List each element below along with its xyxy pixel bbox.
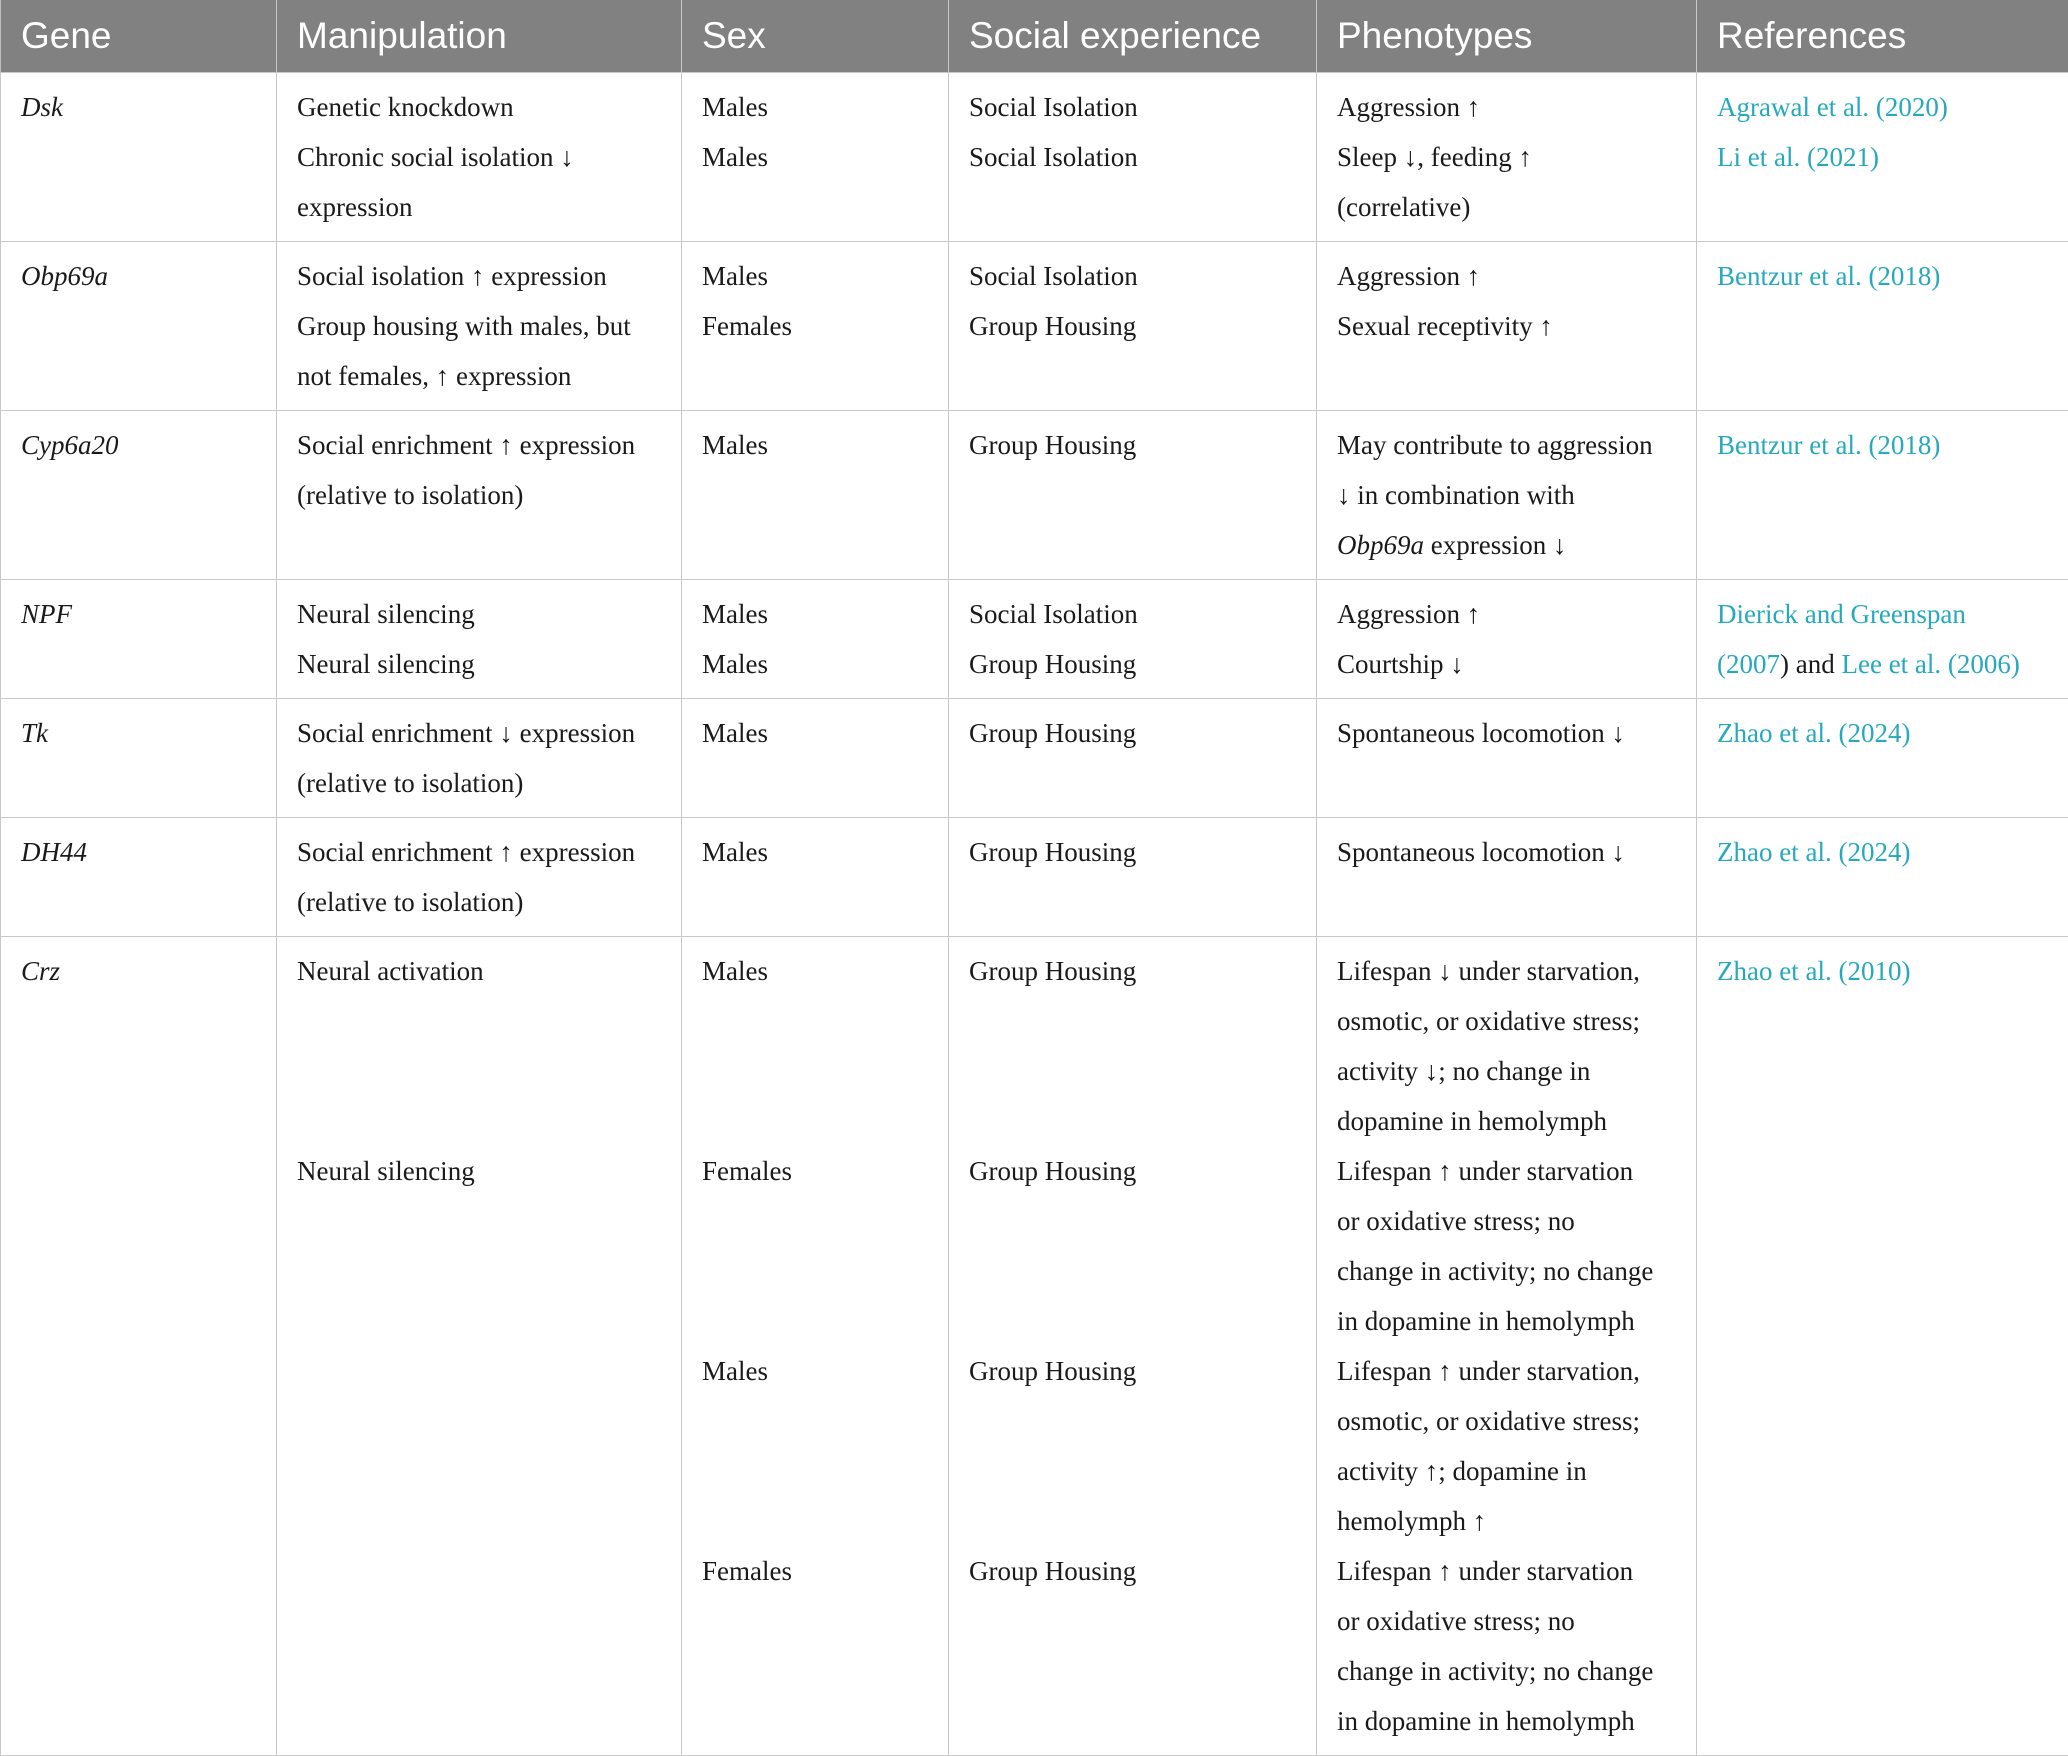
gene-cell [1,818,277,937]
gene-name: NPF [21,589,256,639]
table-row [1,242,2068,411]
gene-mention: Obp69a [1337,530,1424,560]
sex-line [702,1396,928,1446]
references-cell [1697,411,2068,580]
header-social-experience: Social experience [949,0,1317,73]
gene-name: Dsk [21,82,256,132]
header-references: References [1697,0,2068,73]
sex-line: Males [702,589,928,639]
table-row [1,580,2068,699]
manipulation-line: Social enrichment ↑ expression [297,827,661,877]
reference-link[interactable]: Zhao et al. (2024) [1717,827,2048,877]
sex-cell [682,818,949,937]
social-experience-cell [949,580,1317,699]
sex-line: Males [702,946,928,996]
references-cell [1697,699,2068,818]
social-line: Social Isolation [969,589,1296,639]
phenotypes-line: Lifespan ↑ under starvation [1337,1146,1676,1196]
manipulation-line [297,1046,661,1096]
manipulation-cell [277,818,682,937]
manipulation-line: Neural silencing [297,1146,661,1196]
sex-line: Males [702,251,928,301]
sex-line: Females [702,301,928,351]
table-row [1,73,2068,242]
social-line: Group Housing [969,420,1296,470]
phenotypes-cell [1317,242,1697,411]
gene-cell [1,411,277,580]
gene-name: DH44 [21,827,256,877]
reference-link[interactable]: Dierick and Greenspan [1717,589,2048,639]
social-experience-cell [949,699,1317,818]
phenotypes-line: osmotic, or oxidative stress; [1337,996,1676,1046]
table-header [1,0,2068,73]
social-line: Social Isolation [969,132,1296,182]
reference-link[interactable]: (2007 [1717,649,1780,679]
phenotypes-line: or oxidative stress; no [1337,1196,1676,1246]
phenotypes-line: in dopamine in hemolymph [1337,1296,1676,1346]
social-experience-cell [949,73,1317,242]
reference-link[interactable]: Bentzur et al. (2018) [1717,251,2048,301]
phenotypes-line: Lifespan ↑ under starvation [1337,1546,1676,1596]
manipulation-line: Neural silencing [297,589,661,639]
sex-line [702,1496,928,1546]
gene-cell [1,242,277,411]
manipulation-cell [277,411,682,580]
phenotypes-cell [1317,73,1697,242]
phenotypes-line: hemolymph ↑ [1337,1496,1676,1546]
references-cell [1697,242,2068,411]
sex-cell [682,937,949,1756]
references-cell [1697,937,2068,1756]
table-row [1,411,2068,580]
sex-line [702,1246,928,1296]
social-line: Group Housing [969,1546,1296,1596]
phenotypes-line: Sleep ↓, feeding ↑ [1337,132,1676,182]
phenotypes-line: (correlative) [1337,182,1676,232]
manipulation-cell [277,580,682,699]
sex-cell [682,699,949,818]
sex-line: Females [702,1146,928,1196]
sex-line: Males [702,1346,928,1396]
manipulation-line: Social isolation ↑ expression [297,251,661,301]
sex-line [702,1096,928,1146]
social-experience-cell [949,937,1317,1756]
phenotypes-line: osmotic, or oxidative stress; [1337,1396,1676,1446]
header-row [1,0,2068,73]
reference-link[interactable]: Li et al. (2021) [1717,132,2048,182]
reference-line [1717,639,2048,689]
social-line [969,1396,1296,1446]
social-line [969,1496,1296,1546]
manipulation-line: (relative to isolation) [297,470,661,520]
manipulation-cell [277,699,682,818]
manipulation-line: Neural silencing [297,639,661,689]
social-line [969,1446,1296,1496]
phenotypes-cell [1317,411,1697,580]
manipulation-line: expression [297,182,661,232]
sex-line: Males [702,639,928,689]
phenotypes-cell [1317,580,1697,699]
table-row [1,818,2068,937]
manipulation-line: Neural activation [297,946,661,996]
phenotypes-line: activity ↓; no change in [1337,1046,1676,1096]
sex-line: Males [702,708,928,758]
phenotypes-cell [1317,818,1697,937]
phenotypes-line: change in activity; no change [1337,1246,1676,1296]
sex-cell [682,411,949,580]
sex-line [702,996,928,1046]
social-line: Group Housing [969,827,1296,877]
social-line: Group Housing [969,946,1296,996]
manipulation-line [297,996,661,1046]
table-row [1,937,2068,1756]
phenotypes-line: Sexual receptivity ↑ [1337,301,1676,351]
reference-link[interactable]: Agrawal et al. (2020) [1717,82,2048,132]
sex-line [702,1196,928,1246]
manipulation-cell [277,242,682,411]
sex-line: Males [702,420,928,470]
sex-line: Males [702,827,928,877]
reference-link[interactable]: Lee et al. (2006) [1841,649,2019,679]
social-line: Social Isolation [969,82,1296,132]
phenotypes-line: in dopamine in hemolymph [1337,1696,1676,1746]
phenotypes-line: or oxidative stress; no [1337,1596,1676,1646]
gene-name: Crz [21,946,256,996]
manipulation-line: Chronic social isolation ↓ [297,132,661,182]
social-line: Group Housing [969,1346,1296,1396]
sex-line [702,1296,928,1346]
social-experience-cell [949,242,1317,411]
phenotypes-line: Aggression ↑ [1337,251,1676,301]
social-line [969,1196,1296,1246]
phenotype-text: expression ↓ [1424,530,1566,560]
sex-cell [682,242,949,411]
phenotypes-cell [1317,699,1697,818]
social-experience-cell [949,411,1317,580]
gene-name: Tk [21,708,256,758]
manipulation-line: (relative to isolation) [297,877,661,927]
sex-cell [682,73,949,242]
phenotypes-line: Lifespan ↑ under starvation, [1337,1346,1676,1396]
gene-name: Obp69a [21,251,256,301]
phenotypes-line: Aggression ↑ [1337,82,1676,132]
reference-link[interactable]: Zhao et al. (2024) [1717,708,2048,758]
phenotypes-line: Spontaneous locomotion ↓ [1337,708,1676,758]
phenotypes-line: Aggression ↑ [1337,589,1676,639]
phenotypes-line: Lifespan ↓ under starvation, [1337,946,1676,996]
manipulation-line: Social enrichment ↑ expression [297,420,661,470]
phenotypes-line: Courtship ↓ [1337,639,1676,689]
phenotypes-line: change in activity; no change [1337,1646,1676,1696]
phenotypes-line [1337,520,1676,570]
manipulation-line: (relative to isolation) [297,758,661,808]
social-line: Group Housing [969,639,1296,689]
phenotypes-line: dopamine in hemolymph [1337,1096,1676,1146]
reference-link[interactable]: Bentzur et al. (2018) [1717,420,2048,470]
manipulation-line [297,1096,661,1146]
phenotypes-line: ↓ in combination with [1337,470,1676,520]
header-manipulation: Manipulation [277,0,682,73]
manipulation-line: not females, ↑ expression [297,351,661,401]
phenotypes-line: activity ↑; dopamine in [1337,1446,1676,1496]
gene-cell [1,699,277,818]
sex-line: Females [702,1546,928,1596]
sex-line: Males [702,82,928,132]
sex-line [702,1446,928,1496]
references-cell [1697,580,2068,699]
social-line: Group Housing [969,301,1296,351]
table-body [1,73,2068,1756]
social-line [969,996,1296,1046]
manipulation-line: Genetic knockdown [297,82,661,132]
social-line [969,1246,1296,1296]
references-cell [1697,818,2068,937]
gene-cell [1,580,277,699]
social-line [969,1296,1296,1346]
manipulation-cell [277,937,682,1756]
sex-cell [682,580,949,699]
phenotypes-line: May contribute to aggression [1337,420,1676,470]
reference-connector: ) and [1780,649,1841,679]
reference-link[interactable]: Zhao et al. (2010) [1717,946,2048,996]
manipulation-line: Social enrichment ↓ expression [297,708,661,758]
social-experience-cell [949,818,1317,937]
social-line [969,1046,1296,1096]
header-phenotypes: Phenotypes [1317,0,1697,73]
phenotypes-cell [1317,937,1697,1756]
gene-name: Cyp6a20 [21,420,256,470]
social-line [969,1096,1296,1146]
sex-line [702,1046,928,1096]
header-gene: Gene [1,0,277,73]
manipulation-line: Group housing with males, but [297,301,661,351]
header-sex: Sex [682,0,949,73]
gene-cell [1,73,277,242]
social-line: Group Housing [969,708,1296,758]
table-row [1,699,2068,818]
sex-line: Males [702,132,928,182]
phenotypes-line: Spontaneous locomotion ↓ [1337,827,1676,877]
social-line: Social Isolation [969,251,1296,301]
references-cell [1697,73,2068,242]
manipulation-cell [277,73,682,242]
gene-cell [1,937,277,1756]
social-line: Group Housing [969,1146,1296,1196]
